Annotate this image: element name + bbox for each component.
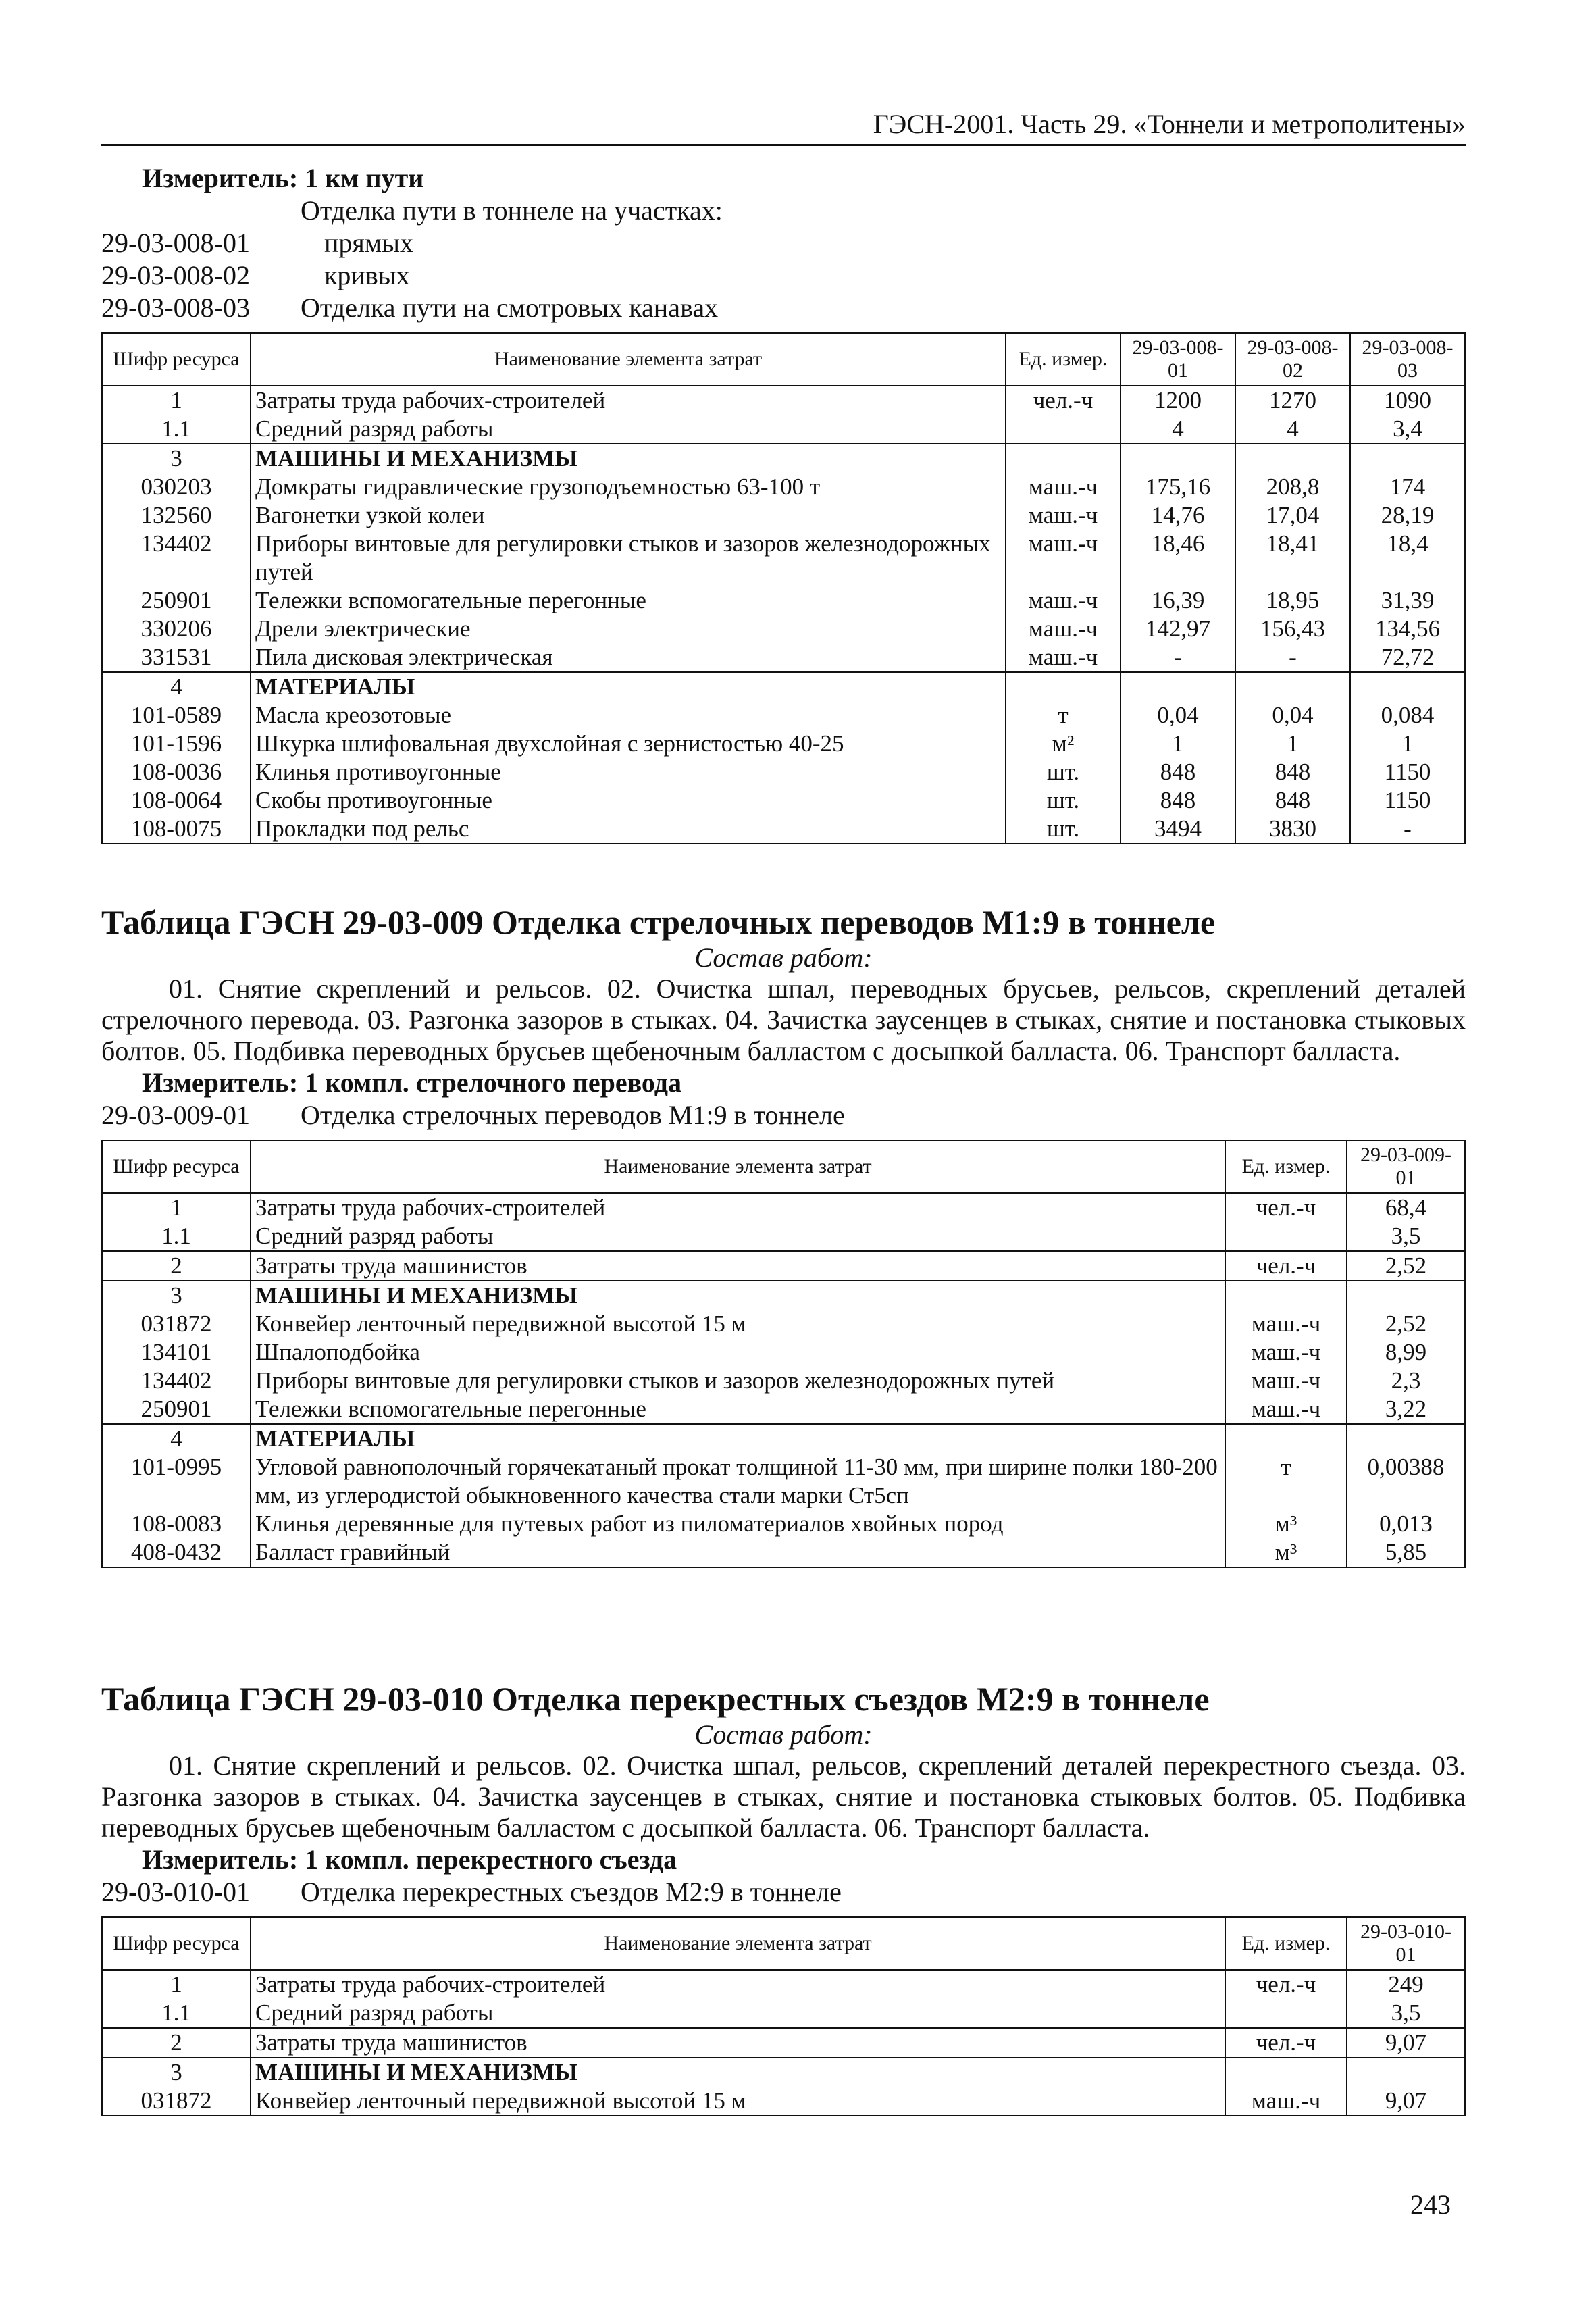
- col-norm-header: 29-03-008-03: [1350, 333, 1465, 386]
- unit-cell: чел.-ч: [1225, 1193, 1347, 1222]
- norm-value-cell: 31,39: [1350, 586, 1465, 615]
- cost-element-name: Тележки вспомогательные перегонные: [251, 1395, 1225, 1424]
- code-line: [101, 1099, 1466, 1132]
- norm-value-cell: [1347, 1424, 1465, 1453]
- cost-element-name: Конвейер ленточный передвижной высотой 15 м: [251, 2087, 1225, 2116]
- unit-cell: чел.-ч: [1225, 1970, 1347, 1999]
- norm-value-cell: 4: [1235, 415, 1350, 444]
- norm-value-cell: 0,00388: [1347, 1453, 1465, 1510]
- resource-code-cell: 4: [102, 672, 251, 701]
- table-row: [102, 530, 1465, 586]
- norm-value-cell: 4: [1121, 415, 1235, 444]
- resource-code-cell: 2: [102, 1251, 251, 1281]
- table-row: [102, 1538, 1465, 1567]
- resource-code-cell: 1.1: [102, 415, 251, 444]
- resource-code-cell: 331531: [102, 643, 251, 672]
- norm-value-cell: 2,3: [1347, 1367, 1465, 1395]
- cost-element-name: Клинья противоугонные: [251, 758, 1006, 786]
- norm-value-cell: 848: [1121, 786, 1235, 815]
- table-row: [102, 473, 1465, 501]
- resource-code-cell: 2: [102, 2028, 251, 2058]
- code-title: кривых: [324, 260, 410, 290]
- resource-code-cell: 1: [102, 386, 251, 415]
- unit-cell: [1006, 672, 1121, 701]
- resource-code-cell: 330206: [102, 615, 251, 643]
- norm-value-cell: 5,85: [1347, 1538, 1465, 1567]
- table-row: [102, 1281, 1465, 1310]
- cost-element-name: Прокладки под рельс: [251, 815, 1006, 844]
- norm-value-cell: 3,4: [1350, 415, 1465, 444]
- resource-code-cell: 1.1: [102, 1999, 251, 2028]
- norm-value-cell: 3494: [1121, 815, 1235, 844]
- unit-cell: чел.-ч: [1225, 1251, 1347, 1281]
- table-row: [102, 444, 1465, 473]
- norm-value-cell: 0,04: [1235, 701, 1350, 730]
- cost-element-name: Угловой равнополочный горячекатаный прокат толщиной 11-30 мм, при ширине полки 180-200 мм, из углеродистой обыкновенного качества стали марки Ст5сп: [251, 1453, 1225, 1510]
- norm-value-cell: 0,013: [1347, 1510, 1465, 1538]
- code-line: [101, 1876, 1466, 1908]
- resource-code: 29-03-008-01: [101, 228, 250, 258]
- cost-element-name: МАШИНЫ И МЕХАНИЗМЫ: [251, 444, 1006, 473]
- norm-value-cell: 17,04: [1235, 501, 1350, 530]
- norm-value-cell: 9,07: [1347, 2087, 1465, 2116]
- table-row: [102, 643, 1465, 672]
- norm-value-cell: 1150: [1350, 758, 1465, 786]
- cost-element-name: Вагонетки узкой колеи: [251, 501, 1006, 530]
- cost-element-name: Шкурка шлифовальная двухслойная с зернистостью 40-25: [251, 730, 1006, 758]
- resource-code: 29-03-010-01: [101, 1877, 250, 1907]
- norm-value-cell: 0,084: [1350, 701, 1465, 730]
- norm-value-cell: [1121, 444, 1235, 473]
- cost-element-name: Приборы винтовые для регулировки стыков и зазоров железнодорожных путей: [251, 530, 1006, 586]
- cost-element-name: МАШИНЫ И МЕХАНИЗМЫ: [251, 1281, 1225, 1310]
- table-row: [102, 672, 1465, 701]
- unit-cell: маш.-ч: [1225, 1338, 1347, 1367]
- norm-value-cell: 2,52: [1347, 1251, 1465, 1281]
- unit-cell: шт.: [1006, 758, 1121, 786]
- resource-code-cell: 3: [102, 444, 251, 473]
- table-row: [102, 1338, 1465, 1367]
- norm-value-cell: 16,39: [1121, 586, 1235, 615]
- norm-value-cell: -: [1121, 643, 1235, 672]
- table-row: [102, 1424, 1465, 1453]
- norm-value-cell: 142,97: [1121, 615, 1235, 643]
- unit-cell: маш.-ч: [1006, 501, 1121, 530]
- cost-element-name: Приборы винтовые для регулировки стыков и зазоров железнодорожных путей: [251, 1367, 1225, 1395]
- resource-code-cell: 1.1: [102, 1222, 251, 1251]
- norm-value-cell: 0,04: [1121, 701, 1235, 730]
- unit-cell: [1225, 1222, 1347, 1251]
- col-code-header: Шифр ресурса: [102, 1140, 251, 1193]
- table-row: [102, 415, 1465, 444]
- table-row: [102, 1510, 1465, 1538]
- section-29-03-009: [101, 902, 1466, 1568]
- norm-value-cell: 28,19: [1350, 501, 1465, 530]
- cost-element-name: Шпалоподбойка: [251, 1338, 1225, 1367]
- resource-code-cell: 1: [102, 1193, 251, 1222]
- section-29-03-008: [101, 162, 1466, 844]
- cost-element-name: Клинья деревянные для путевых работ из пиломатериалов хвойных пород: [251, 1510, 1225, 1538]
- resource-code-cell: 250901: [102, 586, 251, 615]
- norm-value-cell: 2,52: [1347, 1310, 1465, 1338]
- cost-element-name: Средний разряд работы: [251, 415, 1006, 444]
- col-unit-header: Ед. измер.: [1006, 333, 1121, 386]
- norm-value-cell: 1: [1235, 730, 1350, 758]
- resource-code-cell: 031872: [102, 2087, 251, 2116]
- unit-cell: [1225, 2058, 1347, 2087]
- resource-code: 29-03-008-03: [101, 293, 250, 323]
- resource-code-cell: 108-0064: [102, 786, 251, 815]
- norm-value-cell: 1090: [1350, 386, 1465, 415]
- running-header: ГЭСН-2001. Часть 29. «Тоннели и метрополитены»: [101, 108, 1466, 146]
- work-description: 01. Снятие скреплений и рельсов. 02. Очистка шпал, рельсов, скреплений деталей перекрестного съезда. 03. Разгонка зазоров в стыках. 04. Зачистка заусенцев в стыках, снятие и постановка стыковых болтов. 05. Подбивка переводных брусьев щебеночным балластом с досыпкой балласта. 06. Транспорт балласта.: [101, 1750, 1466, 1843]
- unit-cell: [1225, 1424, 1347, 1453]
- col-name-header: Наименование элемента затрат: [251, 1917, 1225, 1970]
- col-name-header: Наименование элемента затрат: [251, 333, 1006, 386]
- norm-value-cell: 208,8: [1235, 473, 1350, 501]
- table-row: [102, 1310, 1465, 1338]
- work-composition-label: Состав работ:: [694, 942, 873, 973]
- cost-element-name: Затраты труда рабочих-строителей: [251, 1970, 1225, 1999]
- norm-value-cell: [1235, 444, 1350, 473]
- unit-cell: [1225, 1999, 1347, 2028]
- code-line: [101, 292, 1466, 324]
- table-row: [102, 701, 1465, 730]
- norm-value-cell: [1347, 2058, 1465, 2087]
- cost-element-name: Затраты труда машинистов: [251, 1251, 1225, 1281]
- page-number: 243: [1410, 2189, 1451, 2220]
- col-norm-header: 29-03-010-01: [1347, 1917, 1465, 1970]
- cost-element-name: МАТЕРИАЛЫ: [251, 1424, 1225, 1453]
- norm-value-cell: 9,07: [1347, 2028, 1465, 2058]
- resource-code-cell: 4: [102, 1424, 251, 1453]
- table-row: [102, 1193, 1465, 1222]
- norm-value-cell: [1347, 1281, 1465, 1310]
- cost-element-name: Балласт гравийный: [251, 1538, 1225, 1567]
- meter-label: Измеритель: 1 компл. стрелочного перевода: [142, 1067, 682, 1098]
- norm-value-cell: 1200: [1121, 386, 1235, 415]
- norm-value-cell: 175,16: [1121, 473, 1235, 501]
- code-line: [101, 259, 1466, 292]
- col-norm-header: 29-03-008-01: [1121, 333, 1235, 386]
- norm-value-cell: 72,72: [1350, 643, 1465, 672]
- table-row: [102, 815, 1465, 844]
- meter-label: Измеритель: 1 км пути: [142, 163, 424, 193]
- norm-value-cell: 1150: [1350, 786, 1465, 815]
- unit-cell: маш.-ч: [1225, 1310, 1347, 1338]
- cost-element-name: Скобы противоугонные: [251, 786, 1006, 815]
- table-row: [102, 786, 1465, 815]
- unit-cell: шт.: [1006, 786, 1121, 815]
- norm-value-cell: 848: [1121, 758, 1235, 786]
- section-29-03-010: [101, 1679, 1466, 2116]
- table-row: [102, 1453, 1465, 1510]
- cost-element-name: Затраты труда рабочих-строителей: [251, 1193, 1225, 1222]
- norm-value-cell: 1270: [1235, 386, 1350, 415]
- col-norm-header: 29-03-008-02: [1235, 333, 1350, 386]
- cost-element-name: МАТЕРИАЛЫ: [251, 672, 1006, 701]
- unit-cell: шт.: [1006, 815, 1121, 844]
- unit-cell: маш.-ч: [1225, 1395, 1347, 1424]
- table-row: [102, 386, 1465, 415]
- col-code-header: Шифр ресурса: [102, 333, 251, 386]
- resource-code-cell: 1: [102, 1970, 251, 1999]
- table-row: [102, 758, 1465, 786]
- table-row: [102, 586, 1465, 615]
- unit-cell: маш.-ч: [1006, 473, 1121, 501]
- norm-value-cell: 174: [1350, 473, 1465, 501]
- cost-element-name: Дрели электрические: [251, 615, 1006, 643]
- table-row: [102, 2028, 1465, 2058]
- meter-label: Измеритель: 1 компл. перекрестного съезда: [142, 1844, 677, 1875]
- col-norm-header: 29-03-009-01: [1347, 1140, 1465, 1193]
- unit-cell: маш.-ч: [1225, 1367, 1347, 1395]
- norm-value-cell: 8,99: [1347, 1338, 1465, 1367]
- code-title: Отделка пути на смотровых канавах: [301, 293, 719, 323]
- norm-value-cell: 134,56: [1350, 615, 1465, 643]
- col-unit-header: Ед. измер.: [1225, 1917, 1347, 1970]
- resource-code-cell: 250901: [102, 1395, 251, 1424]
- norm-value-cell: 3,5: [1347, 1222, 1465, 1251]
- cost-element-name: Пила дисковая электрическая: [251, 643, 1006, 672]
- resource-code-cell: 030203: [102, 473, 251, 501]
- resource-code-cell: 101-0995: [102, 1453, 251, 1510]
- unit-cell: т: [1225, 1453, 1347, 1510]
- code-line: [101, 227, 1466, 259]
- norm-value-cell: 18,95: [1235, 586, 1350, 615]
- cost-element-name: Затраты труда машинистов: [251, 2028, 1225, 2058]
- table-row: [102, 1970, 1465, 1999]
- resource-code-cell: 3: [102, 1281, 251, 1310]
- work-description: 01. Снятие скреплений и рельсов. 02. Очистка шпал, переводных брусьев, рельсов, скреплений деталей стрелочного перевода. 03. Разгонка зазоров в стыках. 04. Зачистка заусенцев в стыках, снятие и постановка стыковых болтов. 05. Подбивка переводных брусьев щебеночным балластом с досыпкой балласта. 06. Транспорт балласта.: [101, 973, 1466, 1066]
- norm-value-cell: 249: [1347, 1970, 1465, 1999]
- norm-value-cell: 18,41: [1235, 530, 1350, 586]
- col-unit-header: Ед. измер.: [1225, 1140, 1347, 1193]
- table-row: [102, 730, 1465, 758]
- table-title: Таблица ГЭСН 29-03-009 Отделка стрелочных переводов М1:9 в тоннеле: [101, 903, 1216, 941]
- unit-cell: маш.-ч: [1006, 643, 1121, 672]
- norm-value-cell: 848: [1235, 786, 1350, 815]
- cost-element-name: МАШИНЫ И МЕХАНИЗМЫ: [251, 2058, 1225, 2087]
- unit-cell: м³: [1225, 1538, 1347, 1567]
- table-row: [102, 615, 1465, 643]
- table-row: [102, 1251, 1465, 1281]
- norm-value-cell: 3830: [1235, 815, 1350, 844]
- unit-cell: чел.-ч: [1225, 2028, 1347, 2058]
- table-row: [102, 2087, 1465, 2116]
- norm-value-cell: 14,76: [1121, 501, 1235, 530]
- resource-code-cell: 108-0036: [102, 758, 251, 786]
- cost-element-name: Домкраты гидравлические грузоподъемностью 63-100 т: [251, 473, 1006, 501]
- col-code-header: Шифр ресурса: [102, 1917, 251, 1970]
- norm-value-cell: 3,5: [1347, 1999, 1465, 2028]
- resource-code-cell: 408-0432: [102, 1538, 251, 1567]
- norm-value-cell: 156,43: [1235, 615, 1350, 643]
- norm-value-cell: 18,4: [1350, 530, 1465, 586]
- unit-cell: маш.-ч: [1006, 530, 1121, 586]
- norm-value-cell: 1: [1350, 730, 1465, 758]
- code-title: Отделка перекрестных съездов М2:9 в тоннеле: [301, 1877, 842, 1907]
- norm-value-cell: [1235, 672, 1350, 701]
- norm-value-cell: 3,22: [1347, 1395, 1465, 1424]
- resource-code-cell: 108-0075: [102, 815, 251, 844]
- resource-code-cell: 108-0083: [102, 1510, 251, 1538]
- table-row: [102, 1222, 1465, 1251]
- table-row: [102, 1367, 1465, 1395]
- work-composition-label: Состав работ:: [694, 1719, 873, 1750]
- norm-value-cell: 18,46: [1121, 530, 1235, 586]
- cost-element-name: Средний разряд работы: [251, 1222, 1225, 1251]
- norm-value-cell: 848: [1235, 758, 1350, 786]
- norm-value-cell: -: [1235, 643, 1350, 672]
- resource-code-cell: 134402: [102, 530, 251, 586]
- unit-cell: маш.-ч: [1006, 615, 1121, 643]
- col-name-header: Наименование элемента затрат: [251, 1140, 1225, 1193]
- code-title: Отделка стрелочных переводов М1:9 в тоннеле: [301, 1100, 845, 1130]
- norm-value-cell: [1350, 444, 1465, 473]
- norm-value-cell: -: [1350, 815, 1465, 844]
- norm-value-cell: [1121, 672, 1235, 701]
- resource-code-cell: 134101: [102, 1338, 251, 1367]
- resource-code: 29-03-009-01: [101, 1100, 250, 1130]
- table-title: Таблица ГЭСН 29-03-010 Отделка перекрестных съездов М2:9 в тоннеле: [101, 1680, 1210, 1718]
- resource-code-cell: 101-1596: [102, 730, 251, 758]
- cost-element-name: Конвейер ленточный передвижной высотой 15 м: [251, 1310, 1225, 1338]
- norms-table: [101, 332, 1466, 844]
- cost-element-name: Средний разряд работы: [251, 1999, 1225, 2028]
- resource-code-cell: 031872: [102, 1310, 251, 1338]
- table-row: [102, 1395, 1465, 1424]
- unit-cell: [1006, 444, 1121, 473]
- unit-cell: чел.-ч: [1006, 386, 1121, 415]
- resource-code-cell: 134402: [102, 1367, 251, 1395]
- cost-element-name: Масла креозотовые: [251, 701, 1006, 730]
- resource-code-cell: 3: [102, 2058, 251, 2087]
- unit-cell: маш.-ч: [1225, 2087, 1347, 2116]
- unit-cell: т: [1006, 701, 1121, 730]
- unit-cell: м²: [1006, 730, 1121, 758]
- unit-cell: [1225, 1281, 1347, 1310]
- resource-code-cell: 101-0589: [102, 701, 251, 730]
- unit-cell: [1006, 415, 1121, 444]
- norms-table: [101, 1140, 1466, 1568]
- table-row: [102, 2058, 1465, 2087]
- norm-value-cell: 68,4: [1347, 1193, 1465, 1222]
- resource-code: 29-03-008-02: [101, 260, 250, 290]
- group-title: Отделка пути в тоннеле на участках:: [301, 195, 723, 226]
- unit-cell: маш.-ч: [1006, 586, 1121, 615]
- cost-element-name: Тележки вспомогательные перегонные: [251, 586, 1006, 615]
- norm-value-cell: 1: [1121, 730, 1235, 758]
- code-title: прямых: [324, 228, 413, 258]
- unit-cell: м³: [1225, 1510, 1347, 1538]
- table-row: [102, 501, 1465, 530]
- table-row: [102, 1999, 1465, 2028]
- norm-value-cell: [1350, 672, 1465, 701]
- cost-element-name: Затраты труда рабочих-строителей: [251, 386, 1006, 415]
- norms-table: [101, 1916, 1466, 2116]
- resource-code-cell: 132560: [102, 501, 251, 530]
